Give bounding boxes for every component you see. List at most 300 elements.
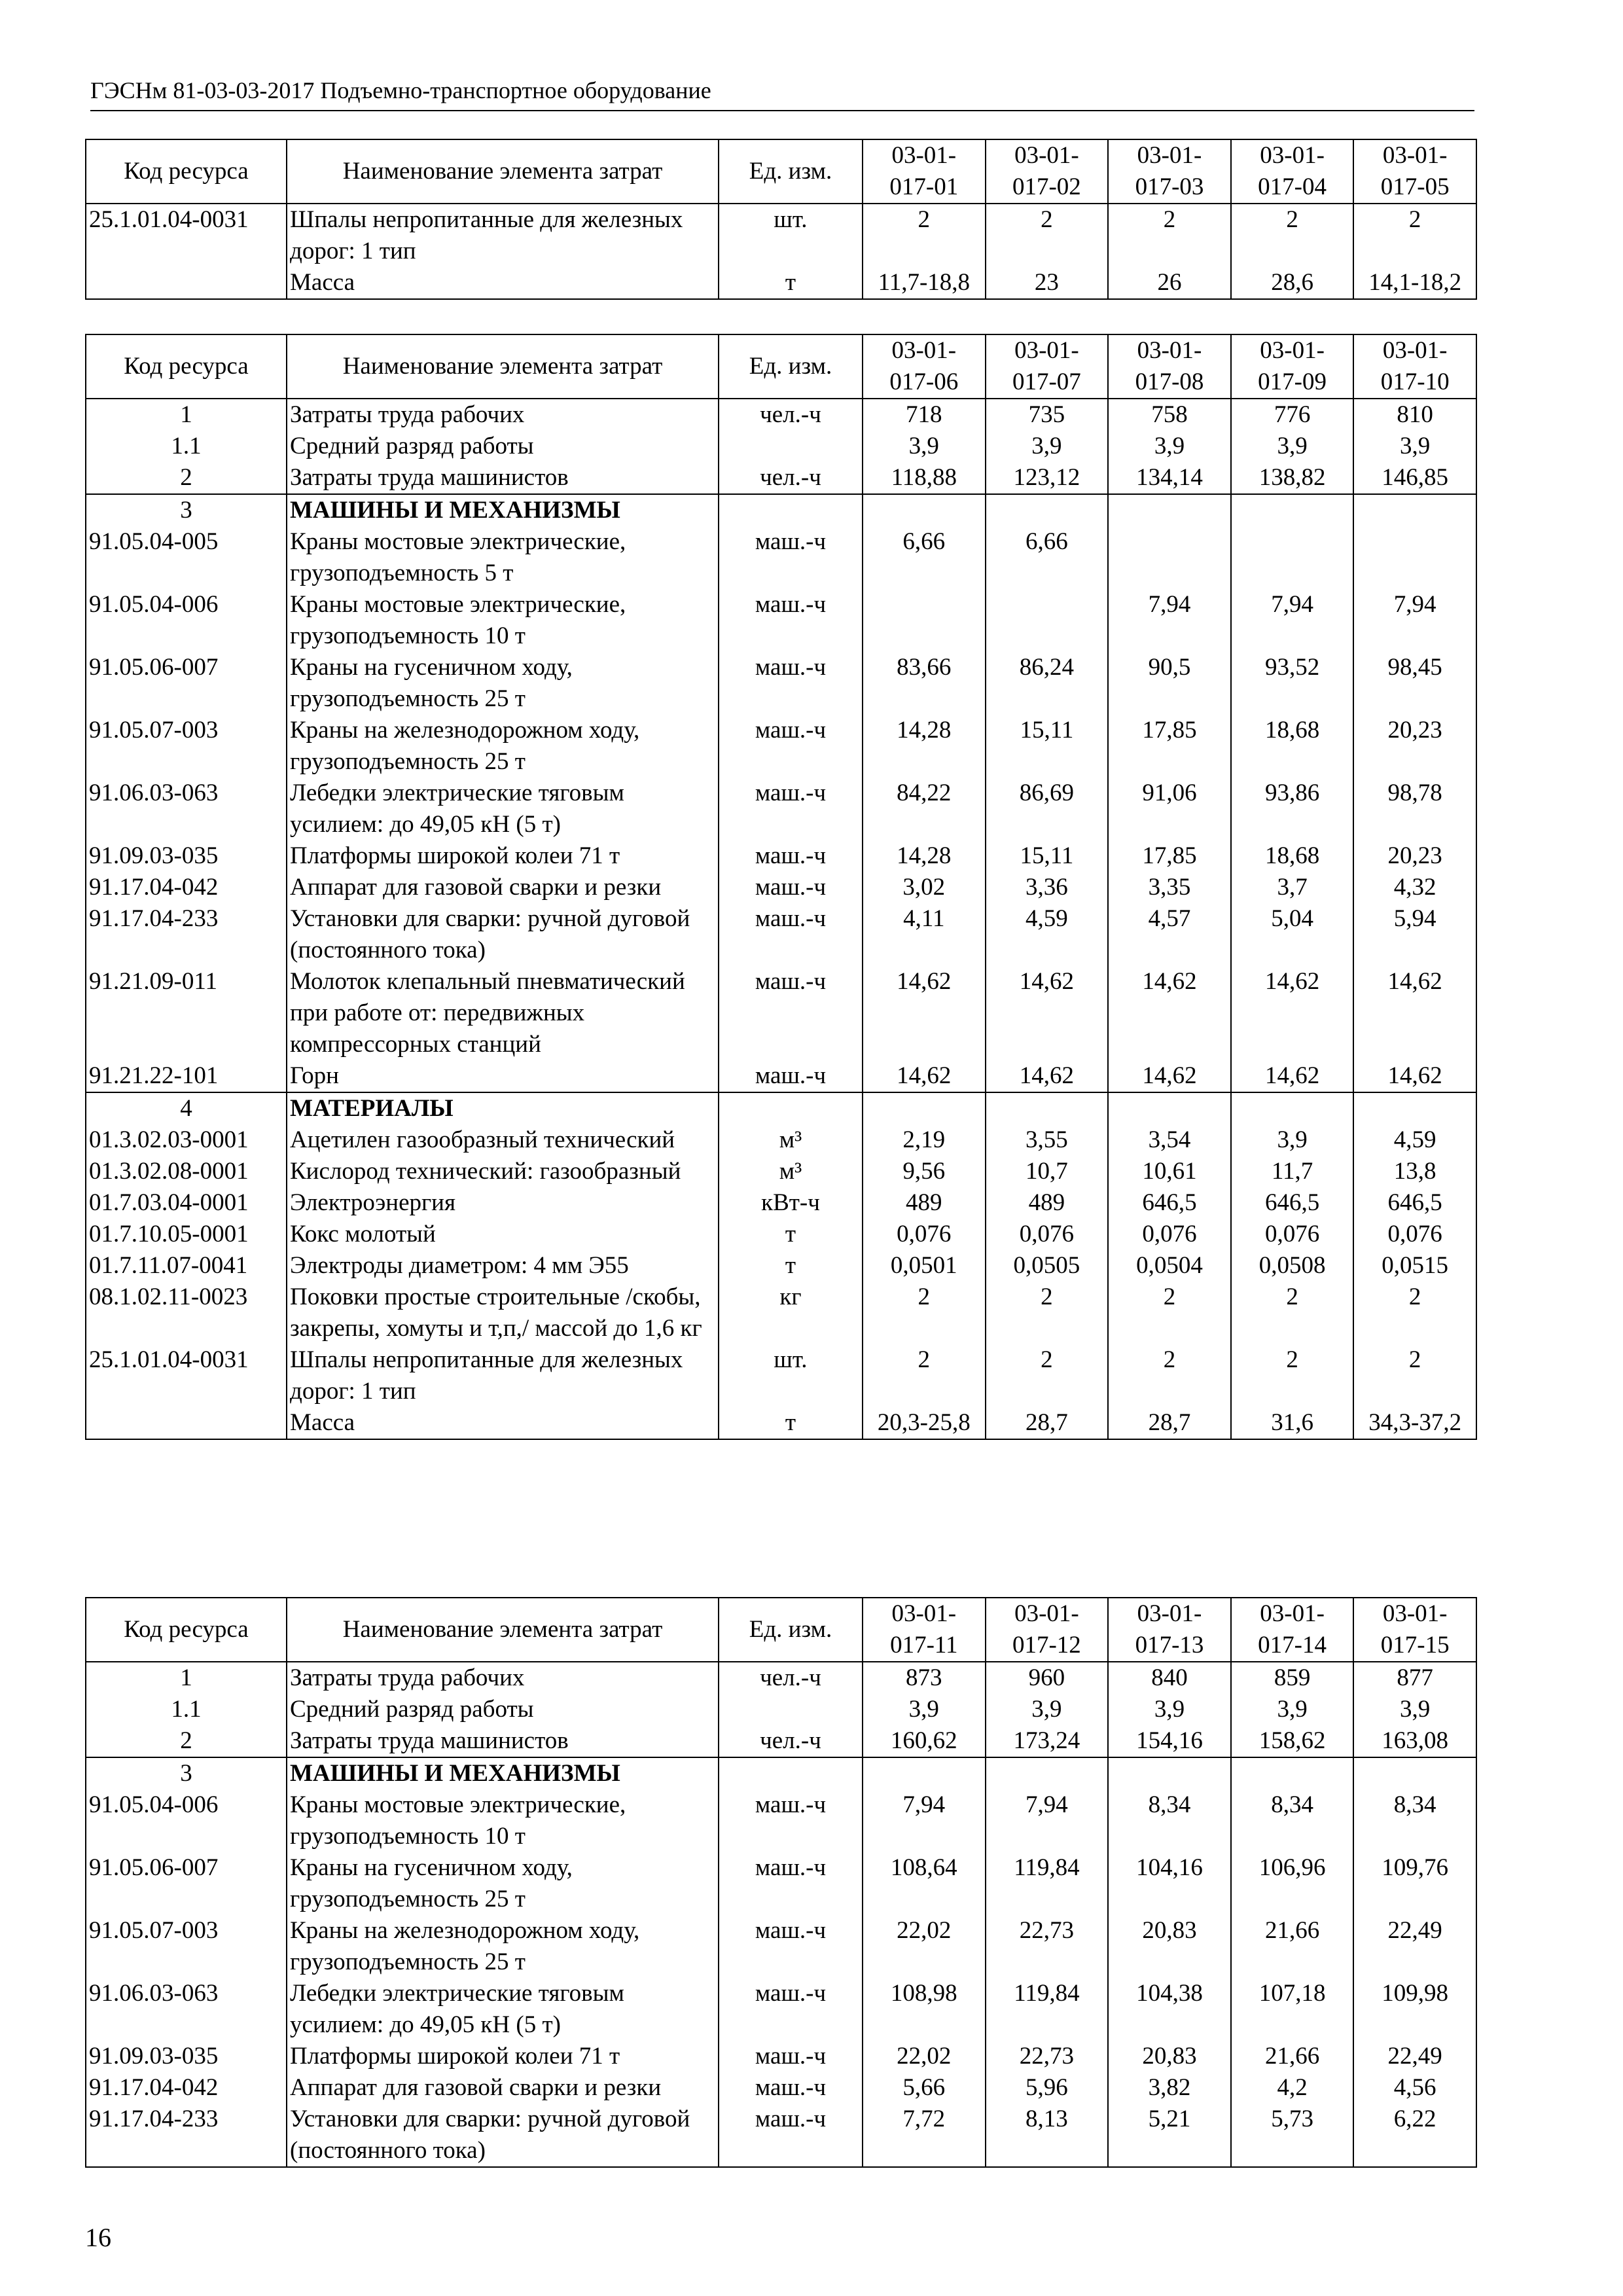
table-row bbox=[86, 399, 1476, 431]
norm-value: 5,66 bbox=[863, 2072, 986, 2104]
norm-value: 11,7-18,8 bbox=[863, 267, 986, 299]
norm-value bbox=[1108, 526, 1231, 589]
norm-value: 2 bbox=[1353, 1344, 1476, 1407]
unit-of-measure: чел.-ч bbox=[719, 462, 863, 494]
table-row bbox=[86, 1156, 1476, 1187]
cost-element-name: Краны на гусеничном ходу, грузоподъемность 25 т bbox=[287, 1852, 719, 1915]
norm-value: 0,0501 bbox=[863, 1250, 986, 1282]
cost-element-name: Краны мостовые электрические, грузоподъемность 10 т bbox=[287, 1789, 719, 1852]
norm-value: 22,49 bbox=[1353, 1915, 1476, 1978]
unit-of-measure: маш.-ч bbox=[719, 1852, 863, 1915]
norm-value: 840 bbox=[1108, 1662, 1231, 1694]
norm-value: 489 bbox=[863, 1187, 986, 1219]
unit-of-measure bbox=[719, 1694, 863, 1725]
unit-of-measure: маш.-ч bbox=[719, 1978, 863, 2041]
norm-value: 3,9 bbox=[863, 431, 986, 462]
norm-value: 14,28 bbox=[863, 840, 986, 872]
norm-value: 123,12 bbox=[986, 462, 1109, 494]
norm-value bbox=[986, 1092, 1109, 1124]
norm-value: 20,83 bbox=[1108, 1915, 1231, 1978]
norm-value: 13,8 bbox=[1353, 1156, 1476, 1187]
col-header-norm: 03-01- 017-13 bbox=[1108, 1598, 1231, 1662]
norm-value: 873 bbox=[863, 1662, 986, 1694]
unit-of-measure: маш.-ч bbox=[719, 903, 863, 966]
norm-value: 4,59 bbox=[986, 903, 1109, 966]
resource-code bbox=[86, 267, 287, 299]
unit-of-measure: т bbox=[719, 1250, 863, 1282]
norm-value: 3,9 bbox=[1108, 431, 1231, 462]
norm-value: 2 bbox=[1353, 204, 1476, 267]
col-header-norm: 03-01- 017-12 bbox=[986, 1598, 1109, 1662]
norm-value: 98,78 bbox=[1353, 778, 1476, 840]
unit-of-measure: маш.-ч bbox=[719, 1789, 863, 1852]
page-number: 16 bbox=[85, 2223, 111, 2252]
resource-code: 91.06.03-063 bbox=[86, 1978, 287, 2041]
norm-value: 14,62 bbox=[863, 1060, 986, 1092]
norm-value: 3,02 bbox=[863, 872, 986, 903]
table-row bbox=[86, 1250, 1476, 1282]
cost-element-name: Затраты труда машинистов bbox=[287, 1725, 719, 1757]
header-row bbox=[86, 334, 1476, 399]
resource-code: 91.05.04-006 bbox=[86, 1789, 287, 1852]
norm-value: 758 bbox=[1108, 399, 1231, 431]
norm-value: 6,66 bbox=[863, 526, 986, 589]
resource-code: 91.17.04-042 bbox=[86, 872, 287, 903]
norm-value bbox=[863, 1757, 986, 1789]
norm-value: 7,72 bbox=[863, 2104, 986, 2167]
cost-element-name: Краны мостовые электрические, грузоподъемность 10 т bbox=[287, 589, 719, 652]
norm-value: 2 bbox=[986, 204, 1109, 267]
resource-code: 91.21.09-011 bbox=[86, 966, 287, 1060]
unit-of-measure: шт. bbox=[719, 1344, 863, 1407]
norm-value bbox=[1353, 1757, 1476, 1789]
norm-value: 15,11 bbox=[986, 715, 1109, 778]
resource-code: 91.17.04-042 bbox=[86, 2072, 287, 2104]
table-row bbox=[86, 1407, 1476, 1439]
resource-code: 01.3.02.03-0001 bbox=[86, 1124, 287, 1156]
unit-of-measure bbox=[719, 1092, 863, 1124]
norm-value: 6,66 bbox=[986, 526, 1109, 589]
col-header-norm: 03-01- 017-10 bbox=[1353, 334, 1476, 399]
col-header-unit: Ед. изм. bbox=[719, 334, 863, 399]
norm-value: 28,7 bbox=[986, 1407, 1109, 1439]
table-row bbox=[86, 1060, 1476, 1092]
norm-value bbox=[863, 1092, 986, 1124]
norm-value: 0,076 bbox=[986, 1219, 1109, 1250]
unit-of-measure bbox=[719, 431, 863, 462]
resource-code: 91.05.04-005 bbox=[86, 526, 287, 589]
table-row bbox=[86, 778, 1476, 840]
unit-of-measure: маш.-ч bbox=[719, 2041, 863, 2072]
unit-of-measure: маш.-ч bbox=[719, 526, 863, 589]
unit-of-measure: маш.-ч bbox=[719, 778, 863, 840]
norm-value: 93,52 bbox=[1231, 652, 1354, 715]
norm-value bbox=[986, 494, 1109, 526]
table-row bbox=[86, 1124, 1476, 1156]
norm-value: 810 bbox=[1353, 399, 1476, 431]
norm-value: 2 bbox=[863, 1282, 986, 1344]
norm-value: 4,57 bbox=[1108, 903, 1231, 966]
norm-value bbox=[863, 494, 986, 526]
norm-value: 3,9 bbox=[1231, 431, 1354, 462]
norm-value: 0,076 bbox=[1108, 1219, 1231, 1250]
unit-of-measure: маш.-ч bbox=[719, 1915, 863, 1978]
norm-value: 22,02 bbox=[863, 2041, 986, 2072]
norm-value: 98,45 bbox=[1353, 652, 1476, 715]
norm-value: 4,56 bbox=[1353, 2072, 1476, 2104]
norm-value: 0,076 bbox=[863, 1219, 986, 1250]
table-row bbox=[86, 2041, 1476, 2072]
cost-element-name: Аппарат для газовой сварки и резки bbox=[287, 2072, 719, 2104]
norm-value: 20,23 bbox=[1353, 715, 1476, 778]
norm-value: 2 bbox=[1108, 1282, 1231, 1344]
norm-value: 2 bbox=[863, 1344, 986, 1407]
norm-value: 3,9 bbox=[1353, 1694, 1476, 1725]
table-row bbox=[86, 1915, 1476, 1978]
resource-code bbox=[86, 1407, 287, 1439]
unit-of-measure: маш.-ч bbox=[719, 652, 863, 715]
norm-value: 877 bbox=[1353, 1662, 1476, 1694]
norms-table-1 bbox=[85, 139, 1477, 300]
resource-code: 91.05.07-003 bbox=[86, 1915, 287, 1978]
col-header-name: Наименование элемента затрат bbox=[287, 1598, 719, 1662]
norm-value: 4,32 bbox=[1353, 872, 1476, 903]
col-header-name: Наименование элемента затрат bbox=[287, 139, 719, 204]
norm-value: 489 bbox=[986, 1187, 1109, 1219]
norm-value: 22,49 bbox=[1353, 2041, 1476, 2072]
resource-code: 91.05.06-007 bbox=[86, 1852, 287, 1915]
norm-value: 7,94 bbox=[1108, 589, 1231, 652]
unit-of-measure: маш.-ч bbox=[719, 2104, 863, 2167]
norm-value: 3,82 bbox=[1108, 2072, 1231, 2104]
resource-code: 01.3.02.08-0001 bbox=[86, 1156, 287, 1187]
unit-of-measure: кВт-ч bbox=[719, 1187, 863, 1219]
norm-value: 2 bbox=[1353, 1282, 1476, 1344]
norm-value: 5,21 bbox=[1108, 2104, 1231, 2167]
cost-element-name: МАШИНЫ И МЕХАНИЗМЫ bbox=[287, 1757, 719, 1789]
norm-value: 2 bbox=[986, 1344, 1109, 1407]
table-row bbox=[86, 1978, 1476, 2041]
norm-value: 107,18 bbox=[1231, 1978, 1354, 2041]
resource-code: 01.7.11.07-0041 bbox=[86, 1250, 287, 1282]
norm-value bbox=[1108, 494, 1231, 526]
table-row bbox=[86, 204, 1476, 267]
resource-code: 01.7.03.04-0001 bbox=[86, 1187, 287, 1219]
cost-element-name: Ацетилен газообразный технический bbox=[287, 1124, 719, 1156]
norm-value: 5,73 bbox=[1231, 2104, 1354, 2167]
header-row bbox=[86, 1598, 1476, 1662]
norm-value: 31,6 bbox=[1231, 1407, 1354, 1439]
resource-code: 08.1.02.11-0023 bbox=[86, 1282, 287, 1344]
table-row bbox=[86, 1662, 1476, 1694]
unit-of-measure: чел.-ч bbox=[719, 399, 863, 431]
document-header: ГЭСНм 81-03-03-2017 Подъемно-транспортное оборудование bbox=[90, 77, 1474, 111]
norm-value: 2 bbox=[1231, 204, 1354, 267]
col-header-norm: 03-01- 017-15 bbox=[1353, 1598, 1476, 1662]
unit-of-measure: маш.-ч bbox=[719, 1060, 863, 1092]
norm-value: 20,83 bbox=[1108, 2041, 1231, 2072]
norm-value: 11,7 bbox=[1231, 1156, 1354, 1187]
norm-value: 34,3-37,2 bbox=[1353, 1407, 1476, 1439]
norm-value: 735 bbox=[986, 399, 1109, 431]
norm-value bbox=[986, 1757, 1109, 1789]
norm-value: 8,34 bbox=[1108, 1789, 1231, 1852]
table-row bbox=[86, 652, 1476, 715]
resource-code: 3 bbox=[86, 494, 287, 526]
norm-value: 138,82 bbox=[1231, 462, 1354, 494]
norm-value: 3,9 bbox=[1231, 1694, 1354, 1725]
unit-of-measure: маш.-ч bbox=[719, 872, 863, 903]
norm-value: 119,84 bbox=[986, 1978, 1109, 2041]
cost-element-name: Краны на железнодорожном ходу, грузоподъемность 25 т bbox=[287, 715, 719, 778]
col-header-code: Код ресурса bbox=[86, 139, 287, 204]
resource-code: 25.1.01.04-0031 bbox=[86, 204, 287, 267]
norm-value: 2,19 bbox=[863, 1124, 986, 1156]
table-row bbox=[86, 2072, 1476, 2104]
norm-value bbox=[1231, 1757, 1354, 1789]
cost-element-name: Затраты труда рабочих bbox=[287, 1662, 719, 1694]
col-header-norm: 03-01- 017-07 bbox=[986, 334, 1109, 399]
norm-value: 14,62 bbox=[863, 966, 986, 1060]
unit-of-measure bbox=[719, 494, 863, 526]
cost-element-name: Краны мостовые электрические, грузоподъемность 5 т bbox=[287, 526, 719, 589]
norm-value: 8,13 bbox=[986, 2104, 1109, 2167]
norm-value: 2 bbox=[1231, 1282, 1354, 1344]
col-header-norm: 03-01- 017-11 bbox=[863, 1598, 986, 1662]
norm-value: 0,0515 bbox=[1353, 1250, 1476, 1282]
table-row bbox=[86, 431, 1476, 462]
norm-value: 20,3-25,8 bbox=[863, 1407, 986, 1439]
unit-of-measure: кг bbox=[719, 1282, 863, 1344]
norm-value: 160,62 bbox=[863, 1725, 986, 1757]
norm-value: 83,66 bbox=[863, 652, 986, 715]
unit-of-measure: т bbox=[719, 1219, 863, 1250]
cost-element-name: Масса bbox=[287, 267, 719, 299]
norm-value: 10,61 bbox=[1108, 1156, 1231, 1187]
table-row bbox=[86, 715, 1476, 778]
norm-value: 8,34 bbox=[1231, 1789, 1354, 1852]
resource-code: 91.17.04-233 bbox=[86, 2104, 287, 2167]
norm-value: 2 bbox=[1108, 1344, 1231, 1407]
norm-value: 3,35 bbox=[1108, 872, 1231, 903]
norm-value bbox=[1231, 526, 1354, 589]
col-header-norm: 03-01- 017-08 bbox=[1108, 334, 1231, 399]
norm-value: 26 bbox=[1108, 267, 1231, 299]
resource-code: 1.1 bbox=[86, 431, 287, 462]
norm-value: 22,02 bbox=[863, 1915, 986, 1978]
norm-value: 23 bbox=[986, 267, 1109, 299]
norm-value: 7,94 bbox=[1353, 589, 1476, 652]
unit-of-measure: маш.-ч bbox=[719, 840, 863, 872]
norm-value: 646,5 bbox=[1353, 1187, 1476, 1219]
unit-of-measure: маш.-ч bbox=[719, 715, 863, 778]
cost-element-name: Средний разряд работы bbox=[287, 1694, 719, 1725]
norm-value: 8,34 bbox=[1353, 1789, 1476, 1852]
norm-value: 18,68 bbox=[1231, 840, 1354, 872]
norm-value: 134,14 bbox=[1108, 462, 1231, 494]
norm-value: 104,16 bbox=[1108, 1852, 1231, 1915]
norm-value: 7,94 bbox=[863, 1789, 986, 1852]
norm-value: 21,66 bbox=[1231, 1915, 1354, 1978]
norm-value: 22,73 bbox=[986, 2041, 1109, 2072]
norm-value: 960 bbox=[986, 1662, 1109, 1694]
norm-value: 0,076 bbox=[1231, 1219, 1354, 1250]
table-row bbox=[86, 1344, 1476, 1407]
cost-element-name: МАТЕРИАЛЫ bbox=[287, 1092, 719, 1124]
norm-value: 18,68 bbox=[1231, 715, 1354, 778]
norm-value: 21,66 bbox=[1231, 2041, 1354, 2072]
cost-element-name: Молоток клепальный пневматический при работе от: передвижных компрессорных станций bbox=[287, 966, 719, 1060]
norm-value: 93,86 bbox=[1231, 778, 1354, 840]
resource-code: 01.7.10.05-0001 bbox=[86, 1219, 287, 1250]
norm-value: 14,62 bbox=[986, 1060, 1109, 1092]
norm-value: 14,62 bbox=[986, 966, 1109, 1060]
cost-element-name: Поковки простые строительные /скобы, закрепы, хомуты и т,п,/ массой до 1,6 кг bbox=[287, 1282, 719, 1344]
norm-value: 0,0508 bbox=[1231, 1250, 1354, 1282]
norm-value bbox=[1108, 1757, 1231, 1789]
norm-value: 859 bbox=[1231, 1662, 1354, 1694]
norm-value: 14,62 bbox=[1108, 1060, 1231, 1092]
cost-element-name: Лебедки электрические тяговым усилием: до 49,05 кН (5 т) bbox=[287, 778, 719, 840]
norm-value: 3,9 bbox=[863, 1694, 986, 1725]
table-row bbox=[86, 1282, 1476, 1344]
col-header-norm: 03-01- 017-03 bbox=[1108, 139, 1231, 204]
resource-code: 3 bbox=[86, 1757, 287, 1789]
resource-code: 25.1.01.04-0031 bbox=[86, 1344, 287, 1407]
norm-value: 3,9 bbox=[1108, 1694, 1231, 1725]
header-row bbox=[86, 139, 1476, 204]
norm-value: 20,23 bbox=[1353, 840, 1476, 872]
norm-value: 28,7 bbox=[1108, 1407, 1231, 1439]
norm-value: 4,2 bbox=[1231, 2072, 1354, 2104]
resource-code: 1 bbox=[86, 1662, 287, 1694]
norm-value: 109,98 bbox=[1353, 1978, 1476, 2041]
unit-of-measure: т bbox=[719, 267, 863, 299]
norm-value: 4,59 bbox=[1353, 1124, 1476, 1156]
table-row bbox=[86, 1694, 1476, 1725]
resource-code: 91.06.03-063 bbox=[86, 778, 287, 840]
norm-value: 28,6 bbox=[1231, 267, 1354, 299]
col-header-unit: Ед. изм. bbox=[719, 139, 863, 204]
unit-of-measure bbox=[719, 1757, 863, 1789]
norm-value: 7,94 bbox=[986, 1789, 1109, 1852]
cost-element-name: Шпалы непропитанные для железных дорог: 1 тип bbox=[287, 204, 719, 267]
resource-code: 91.05.04-006 bbox=[86, 589, 287, 652]
table-row bbox=[86, 1852, 1476, 1915]
col-header-norm: 03-01- 017-04 bbox=[1231, 139, 1354, 204]
norm-value bbox=[1353, 526, 1476, 589]
norm-value: 4,11 bbox=[863, 903, 986, 966]
norm-value bbox=[1353, 494, 1476, 526]
norm-value: 86,24 bbox=[986, 652, 1109, 715]
norm-value: 10,7 bbox=[986, 1156, 1109, 1187]
norm-value: 3,55 bbox=[986, 1124, 1109, 1156]
cost-element-name: Платформы широкой колеи 71 т bbox=[287, 840, 719, 872]
norm-value: 2 bbox=[1108, 204, 1231, 267]
table-row bbox=[86, 462, 1476, 494]
col-header-norm: 03-01- 017-05 bbox=[1353, 139, 1476, 204]
norm-value: 3,54 bbox=[1108, 1124, 1231, 1156]
table-row bbox=[86, 1219, 1476, 1250]
resource-code: 2 bbox=[86, 1725, 287, 1757]
norm-value: 158,62 bbox=[1231, 1725, 1354, 1757]
cost-element-name: Установки для сварки: ручной дуговой (постоянного тока) bbox=[287, 903, 719, 966]
norm-value: 776 bbox=[1231, 399, 1354, 431]
norm-value bbox=[1231, 1092, 1354, 1124]
norm-value: 15,11 bbox=[986, 840, 1109, 872]
cost-element-name: Средний разряд работы bbox=[287, 431, 719, 462]
norms-table-3 bbox=[85, 1597, 1477, 2168]
table-row bbox=[86, 1757, 1476, 1789]
norm-value: 14,62 bbox=[1231, 1060, 1354, 1092]
norm-value: 6,22 bbox=[1353, 2104, 1476, 2167]
norm-value: 14,28 bbox=[863, 715, 986, 778]
cost-element-name: Электроды диаметром: 4 мм Э55 bbox=[287, 1250, 719, 1282]
unit-of-measure: м³ bbox=[719, 1156, 863, 1187]
table-row bbox=[86, 903, 1476, 966]
unit-of-measure: маш.-ч bbox=[719, 966, 863, 1060]
table-row bbox=[86, 1092, 1476, 1124]
norm-value: 118,88 bbox=[863, 462, 986, 494]
norm-value: 3,7 bbox=[1231, 872, 1354, 903]
col-header-norm: 03-01- 017-01 bbox=[863, 139, 986, 204]
norm-value: 5,96 bbox=[986, 2072, 1109, 2104]
cost-element-name: Горн bbox=[287, 1060, 719, 1092]
norm-value: 5,04 bbox=[1231, 903, 1354, 966]
cost-element-name: Лебедки электрические тяговым усилием: до 49,05 кН (5 т) bbox=[287, 1978, 719, 2041]
norm-value: 108,64 bbox=[863, 1852, 986, 1915]
norm-value: 119,84 bbox=[986, 1852, 1109, 1915]
unit-of-measure: т bbox=[719, 1407, 863, 1439]
norm-value: 106,96 bbox=[1231, 1852, 1354, 1915]
unit-of-measure: маш.-ч bbox=[719, 589, 863, 652]
norm-value: 3,9 bbox=[1353, 431, 1476, 462]
cost-element-name: Электроэнергия bbox=[287, 1187, 719, 1219]
table-row bbox=[86, 267, 1476, 299]
cost-element-name: Кокс молотый bbox=[287, 1219, 719, 1250]
norm-value: 104,38 bbox=[1108, 1978, 1231, 2041]
norm-value: 3,36 bbox=[986, 872, 1109, 903]
norm-value bbox=[1231, 494, 1354, 526]
col-header-norm: 03-01- 017-02 bbox=[986, 139, 1109, 204]
resource-code: 91.05.07-003 bbox=[86, 715, 287, 778]
resource-code: 1.1 bbox=[86, 1694, 287, 1725]
resource-code: 2 bbox=[86, 462, 287, 494]
norm-value: 3,9 bbox=[1231, 1124, 1354, 1156]
unit-of-measure: чел.-ч bbox=[719, 1725, 863, 1757]
col-header-unit: Ед. изм. bbox=[719, 1598, 863, 1662]
cost-element-name: Краны на железнодорожном ходу, грузоподъемность 25 т bbox=[287, 1915, 719, 1978]
norm-value: 0,076 bbox=[1353, 1219, 1476, 1250]
resource-code: 91.05.06-007 bbox=[86, 652, 287, 715]
norm-value: 646,5 bbox=[1108, 1187, 1231, 1219]
norm-value: 3,9 bbox=[986, 1694, 1109, 1725]
norms-table-2 bbox=[85, 334, 1477, 1440]
norm-value: 14,62 bbox=[1353, 966, 1476, 1060]
table-row bbox=[86, 1789, 1476, 1852]
norm-value: 646,5 bbox=[1231, 1187, 1354, 1219]
col-header-norm: 03-01- 017-09 bbox=[1231, 334, 1354, 399]
norm-value: 7,94 bbox=[1231, 589, 1354, 652]
norm-value bbox=[986, 589, 1109, 652]
norm-value: 108,98 bbox=[863, 1978, 986, 2041]
cost-element-name: Краны на гусеничном ходу, грузоподъемность 25 т bbox=[287, 652, 719, 715]
resource-code: 91.21.22-101 bbox=[86, 1060, 287, 1092]
col-header-code: Код ресурса bbox=[86, 1598, 287, 1662]
unit-of-measure: чел.-ч bbox=[719, 1662, 863, 1694]
table-row bbox=[86, 2104, 1476, 2167]
norm-value: 2 bbox=[863, 204, 986, 267]
